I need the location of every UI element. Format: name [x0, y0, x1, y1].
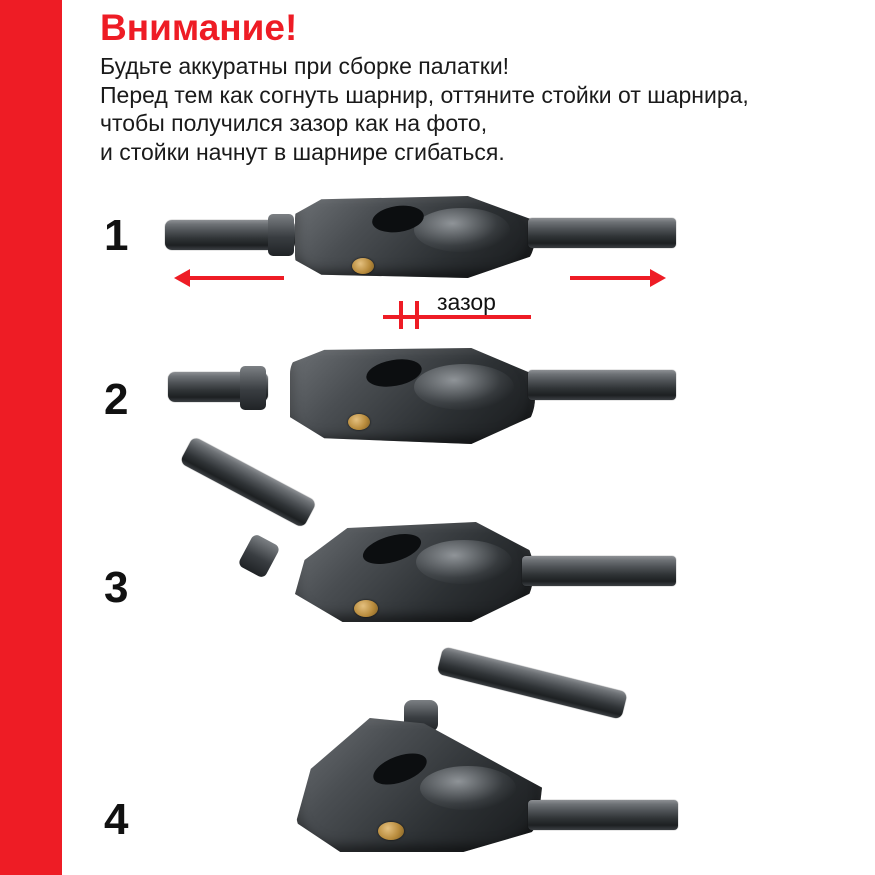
- step-number-4: 4: [104, 795, 129, 844]
- step-number-2: 2: [104, 375, 129, 424]
- hinge-body-step4: [296, 718, 542, 852]
- step-number-3: 3: [104, 563, 129, 612]
- pole-upper-step4: [437, 646, 628, 719]
- header-line-4: и стойки начнут в шарнире сгибаться.: [100, 138, 505, 165]
- hinge-rivet-step4: [378, 822, 404, 840]
- pole-lower-step4: [528, 800, 678, 830]
- step-number-1: 1: [104, 211, 129, 260]
- header-line-3: чтобы получился зазор как на фото,: [100, 110, 488, 136]
- page-title: Внимание!: [100, 7, 298, 48]
- gap-label: зазор: [437, 289, 496, 315]
- header-line-2: Перед тем как согнуть шарнир, оттяните стойки от шарнира,: [100, 81, 749, 108]
- header-line-1: Будьте аккуратны при сборке палатки!: [100, 53, 510, 79]
